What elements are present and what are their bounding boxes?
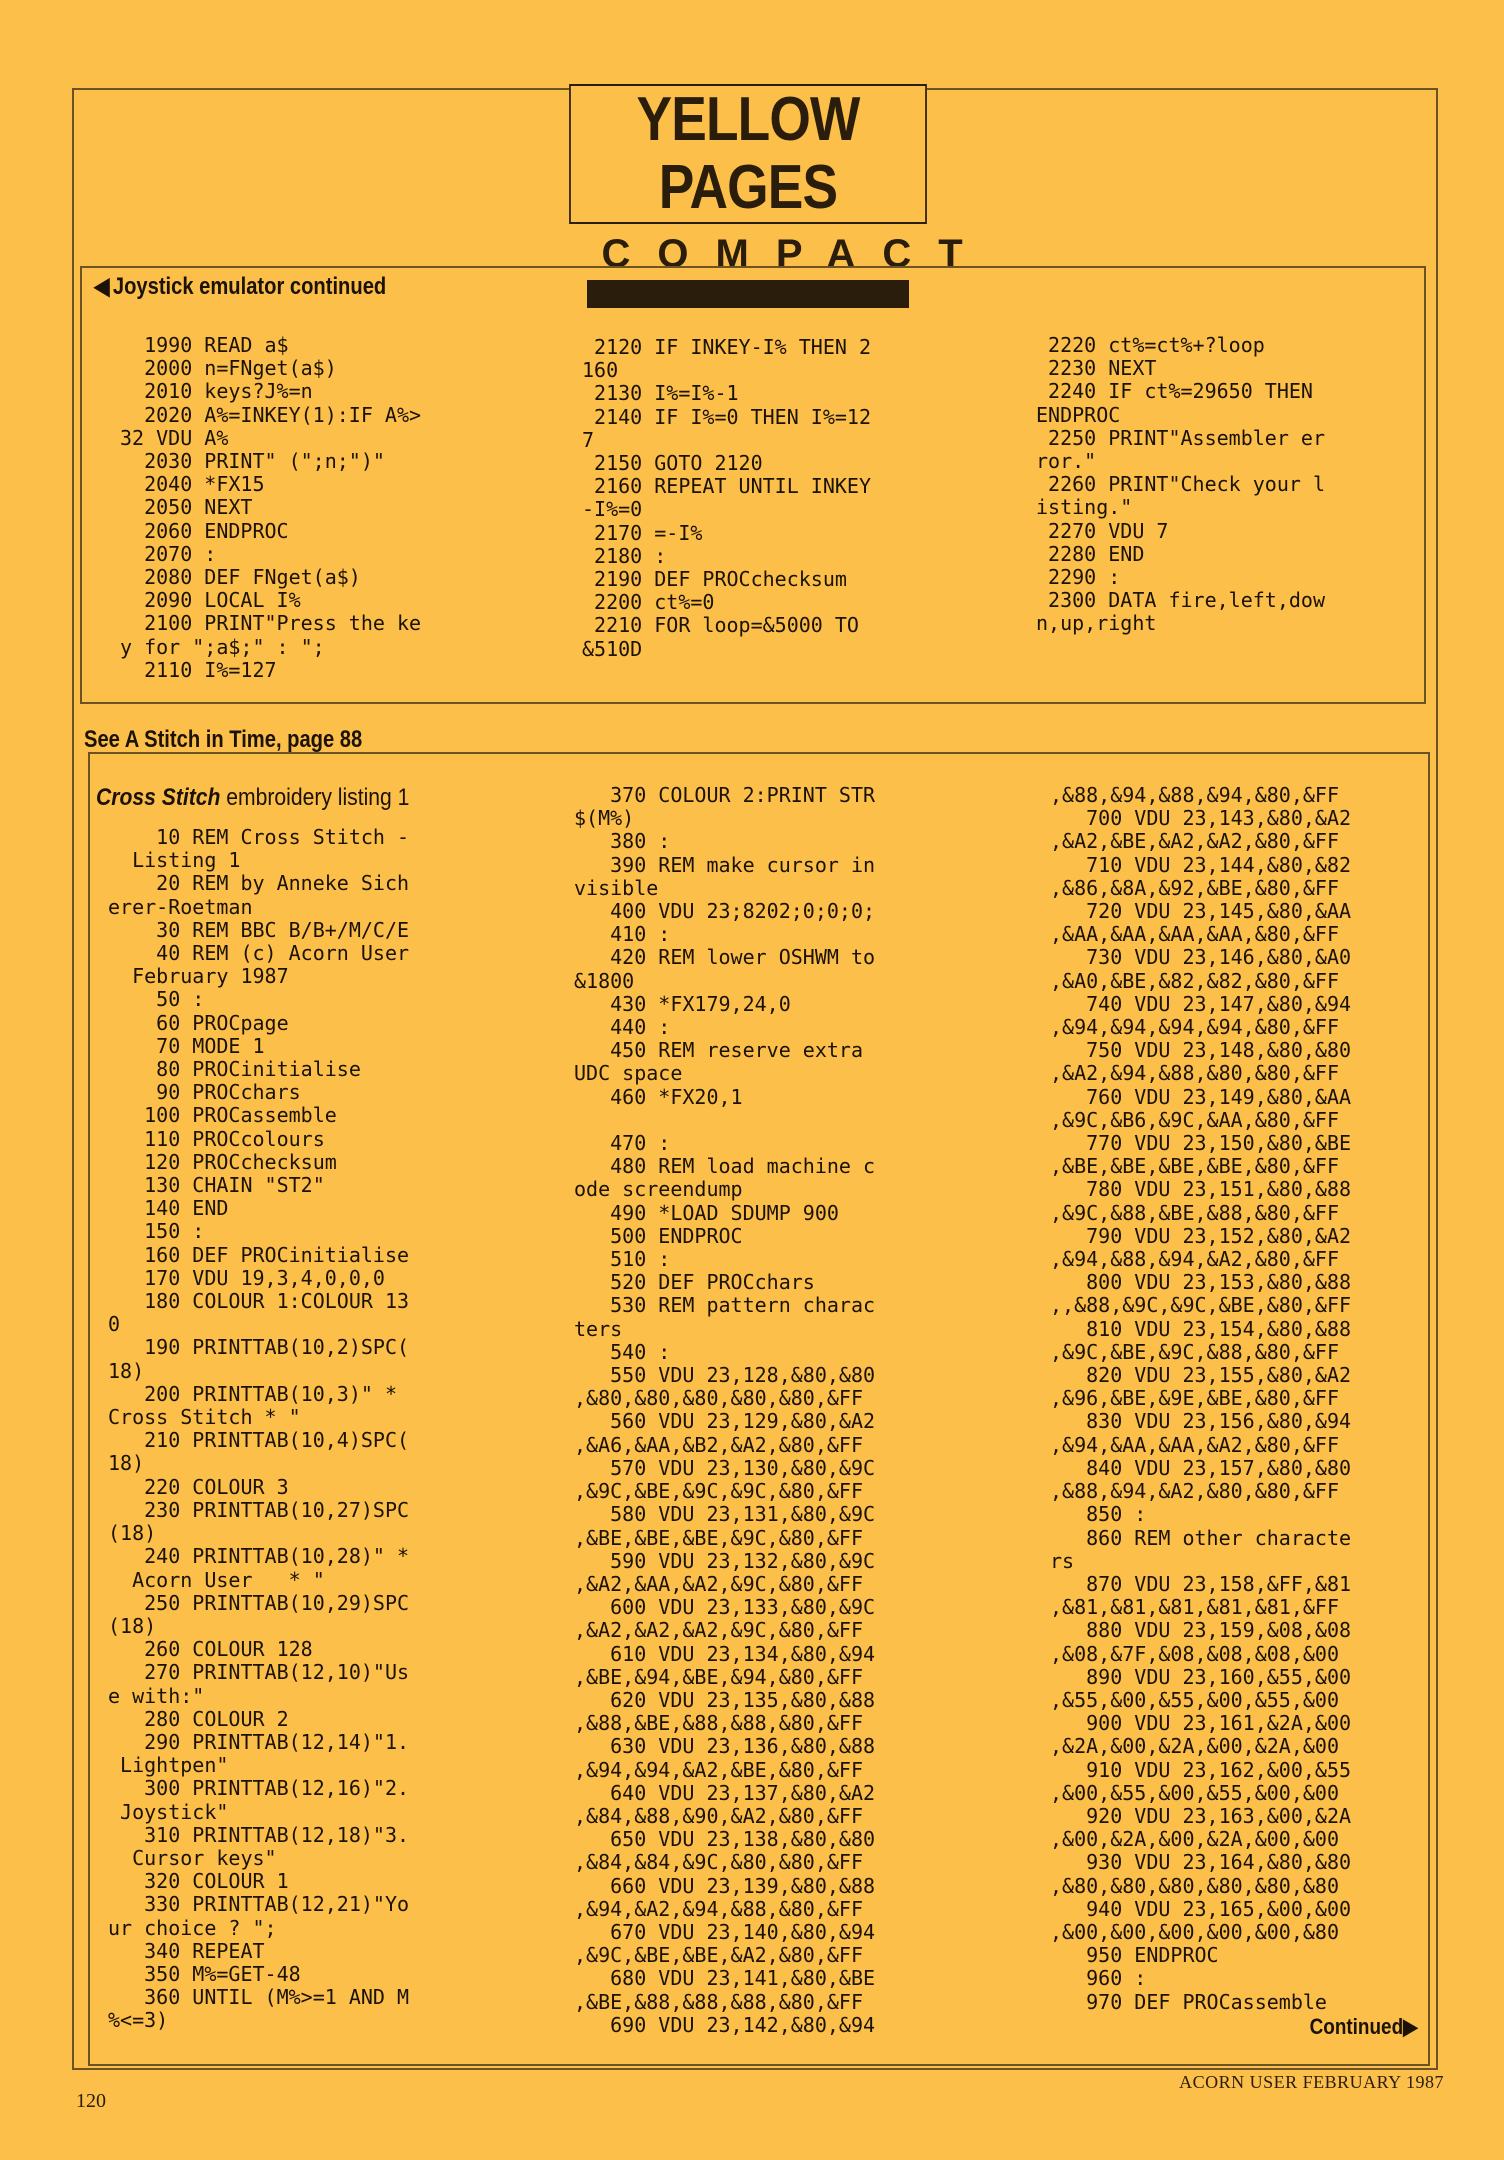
section-title: YELLOW PAGES xyxy=(569,84,927,224)
joystick-listing-col3: 2220 ct%=ct%+?loop 2230 NEXT 2240 IF ct%=29650 THEN ENDPROC 2250 PRINT"Assembler er ror." 2260 PRINT"Check your l isting." 2270 VDU 7 2280 END 2290 : 2300 DATA fire,left,dow n,up,right xyxy=(1036,333,1325,636)
right-triangle-icon: ▶ xyxy=(1403,2014,1418,2039)
joystick-heading-text: Joystick emulator continued xyxy=(112,273,387,300)
joystick-listing-col2: 2120 IF INKEY-I% THEN 2 160 2130 I%=I%-1 2140 IF I%=0 THEN I%=12 7 2150 GOTO 2120 2160 REPEAT UNTIL INKEY -I%=0 2170 =-I% 2180 : 2190 DEF PROCchecksum 2200 ct%=0 2210 FOR loop=&5000 TO &510D xyxy=(582,335,871,661)
cross-stitch-listing-col1: 10 REM Cross Stitch - Listing 1 20 REM by Anneke Sich erer-Roetman 30 REM BBC B/B+/M/C/E 40 REM (c) Acorn User February 1987 50 : 60 PROCpage 70 MODE 1 80 PROCinitialise 90 PROCchars 100 PROCassemble 110 PROCcolours 120 PROCchecksum 130 CHAIN "ST2" 140 END 150 : 160 DEF PROCinitialise 170 VDU 19,3,4,0,0,0 180 COLOUR 1:COLOUR 13 0 190 PRINTTAB(10,2)SPC( 18) 200 PRINTTAB(10,3)" * Cross Stitch * " 210 PRINTTAB(10,4)SPC( 18) 220 COLOUR 3 230 PRINTTAB(10,27)SPC (18) 240 PRINTTAB(10,28)" * Acorn User * " 250 PRINTTAB(10,29)SPC (18) 260 COLOUR 128 270 PRINTTAB(12,10)"Us e with:" 280 COLOUR 2 290 PRINTTAB(12,14)"1. Lightpen" 300 PRINTTAB(12,16)"2. Joystick" 310 PRINTTAB(12,18)"3. Cursor keys" 320 COLOUR 1 330 PRINTTAB(12,21)"Yo ur choice ? "; 340 REPEAT 350 M%=GET-48 360 UNTIL (M%>=1 AND M %<=3) xyxy=(108,825,410,2033)
joystick-heading xyxy=(94,272,386,301)
continued-text: Continued xyxy=(1309,2014,1404,2039)
continued-label xyxy=(1310,2014,1418,2040)
cross-stitch-listing-col3: ,&88,&94,&88,&94,&80,&FF 700 VDU 23,143,&80,&A2 ,&A2,&BE,&A2,&A2,&80,&FF 710 VDU 23,144,&80,&82 ,&86,&8A,&92,&BE,&80,&FF 720 VDU 23,145,&80,&AA ,&AA,&AA,&AA,&AA,&80,&FF 730 VDU 23,146,&80,&A0 ,&A0,&BE,&82,&82,&80,&FF 740 VDU 23,147,&80,&94 ,&94,&94,&94,&94,&80,&FF 750 VDU 23,148,&80,&80 ,&A2,&94,&88,&80,&80,&FF 760 VDU 23,149,&80,&AA ,&9C,&B6,&9C,&AA,&80,&FF 770 VDU 23,150,&80,&BE ,&BE,&BE,&BE,&BE,&80,&FF 780 VDU 23,151,&80,&88 ,&9C,&88,&BE,&88,&80,&FF 790 VDU 23,152,&80,&A2 ,&94,&88,&94,&A2,&80,&FF 800 VDU 23,153,&80,&88 ,,&88,&9C,&9C,&BE,&80,&FF 810 VDU 23,154,&80,&88 ,&9C,&BE,&9C,&88,&80,&FF 820 VDU 23,155,&80,&A2 ,&96,&BE,&9E,&BE,&80,&FF 830 VDU 23,156,&80,&94 ,&94,&AA,&AA,&A2,&80,&FF 840 VDU 23,157,&80,&80 ,&88,&94,&A2,&80,&80,&FF 850 : 860 REM other characte rs 870 VDU 23,158,&FF,&81 ,&81,&81,&81,&81,&81,&FF 880 VDU 23,159,&08,&08 ,&08,&7F,&08,&08,&08,&00 890 VDU 23,160,&55,&00 ,&55,&00,&55,&00,&55,&00 900 VDU 23,161,&2A,&00 ,&2A,&00,&2A,&00,&2A,&00 910 VDU 23,162,&00,&55 ,&00,&55,&00,&55,&00,&00 920 VDU 23,163,&00,&2A ,&00,&2A,&00,&2A,&00,&00 930 VDU 23,164,&80,&80 ,&80,&80,&80,&80,&80,&80 940 VDU 23,165,&00,&00 ,&00,&00,&00,&00,&00,&80 950 ENDPROC 960 : 970 DEF PROCassemble xyxy=(1050,783,1352,2014)
left-triangle-icon: ◀ xyxy=(94,273,110,300)
joystick-listing-col1: 1990 READ a$ 2000 n=FNget(a$) 2010 keys?J%=n 2020 A%=INKEY(1):IF A%> 32 VDU A% 2030 PRINT" (";n;")" 2040 *FX15 2050 NEXT 2060 ENDPROC 2070 : 2080 DEF FNget(a$) 2090 LOCAL I% 2100 PRINT"Press the ke y for ";a$;" : "; 2110 I%=127 xyxy=(120,333,422,682)
publication-footer: ACORN USER FEBRUARY 1987 xyxy=(1179,2072,1444,2092)
cross-stitch-subtitle xyxy=(96,784,409,812)
section-subtitle: COMPACT xyxy=(601,232,990,276)
stitch-reference-heading: See A Stitch in Time, page 88 xyxy=(84,726,363,753)
cross-stitch-title-rest: embroidery listing 1 xyxy=(220,784,410,811)
cross-stitch-listing-col2: 370 COLOUR 2:PRINT STR $(M%) 380 : 390 REM make cursor in visible 400 VDU 23;8202;0;0;0; 410 : 420 REM lower OSHWM to &1800 430 *FX179,24,0 440 : 450 REM reserve extra UDC space 460 *FX20,1 470 : 480 REM load machine c ode screendump 490 *LOAD SDUMP 900 500 ENDPROC 510 : 520 DEF PROCchars 530 REM pattern charac ters 540 : 550 VDU 23,128,&80,&80 ,&80,&80,&80,&80,&80,&FF 560 VDU 23,129,&80,&A2 ,&A6,&AA,&B2,&A2,&80,&FF 570 VDU 23,130,&80,&9C ,&9C,&BE,&9C,&9C,&80,&FF 580 VDU 23,131,&80,&9C ,&BE,&BE,&BE,&9C,&80,&FF 590 VDU 23,132,&80,&9C ,&A2,&AA,&A2,&9C,&80,&FF 600 VDU 23,133,&80,&9C ,&A2,&A2,&A2,&9C,&80,&FF 610 VDU 23,134,&80,&94 ,&BE,&94,&BE,&94,&80,&FF 620 VDU 23,135,&80,&88 ,&88,&BE,&88,&88,&80,&FF 630 VDU 23,136,&80,&88 ,&94,&94,&A2,&BE,&80,&FF 640 VDU 23,137,&80,&A2 ,&84,&88,&90,&A2,&80,&FF 650 VDU 23,138,&80,&80 ,&84,&84,&9C,&80,&80,&FF 660 VDU 23,139,&80,&88 ,&94,&A2,&94,&88,&80,&FF 670 VDU 23,140,&80,&94 ,&9C,&BE,&BE,&A2,&80,&FF 680 VDU 23,141,&80,&BE ,&BE,&88,&88,&88,&80,&FF 690 VDU 23,142,&80,&94 xyxy=(574,783,876,2037)
cross-stitch-title-italic: Cross Stitch xyxy=(96,784,221,811)
page-number: 120 xyxy=(76,2090,106,2112)
